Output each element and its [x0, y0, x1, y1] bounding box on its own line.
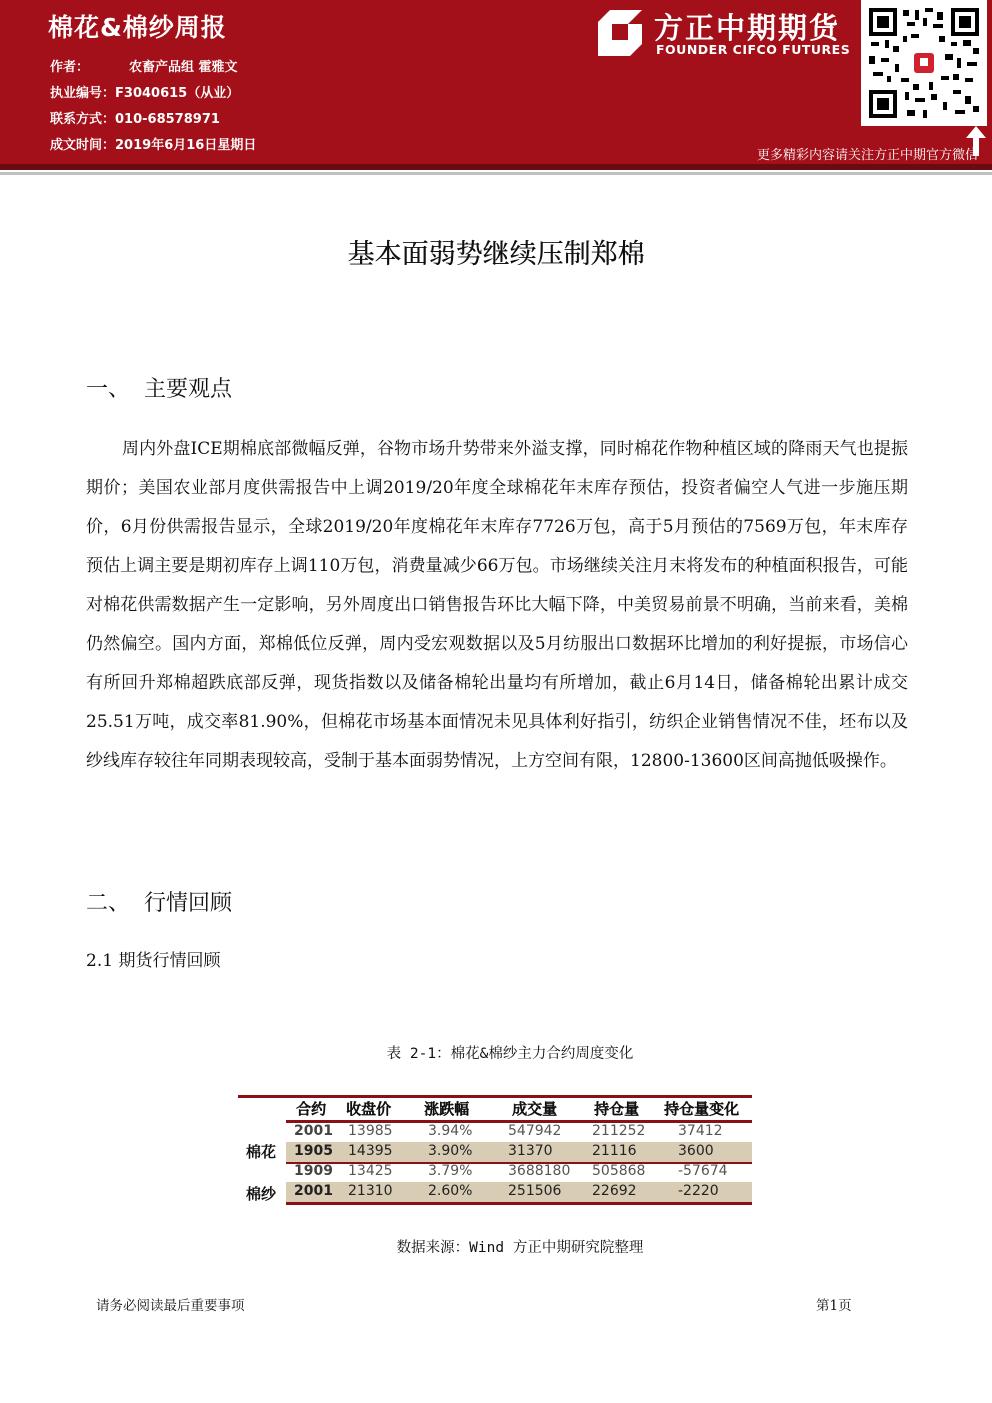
section-number: 二、	[86, 891, 131, 916]
table-cell: 3688180	[508, 1163, 571, 1179]
table-cell: 2001	[294, 1183, 333, 1199]
table-cell: 1905	[294, 1143, 333, 1159]
header-dark-strip	[0, 164, 992, 170]
logo-chinese-name: 方正中期期货	[654, 11, 841, 45]
table-cell: 505868	[592, 1163, 646, 1179]
table-cell: -57674	[678, 1163, 728, 1179]
table-cell: 1909	[294, 1163, 333, 1179]
table-header-cell: 涨跌幅	[424, 1100, 470, 1118]
table-cell: 3600	[678, 1143, 714, 1159]
table-cell: 21116	[592, 1143, 637, 1159]
table-header-row	[286, 1098, 752, 1120]
section-heading-market-review	[86, 886, 232, 917]
license-value: F3040615（从业）	[115, 86, 240, 101]
license-line	[50, 82, 239, 101]
contact-label: 联系方式：	[50, 112, 116, 127]
author-line	[50, 56, 238, 75]
table-group-label-cotton: 棉花	[246, 1143, 277, 1161]
table-cell: 21310	[348, 1183, 393, 1199]
table-header-cell: 合约	[296, 1100, 327, 1118]
table-cell: 22692	[592, 1183, 637, 1199]
logo-mark-icon	[598, 10, 642, 56]
wechat-qr-code	[861, 0, 987, 126]
table-header-cell: 持仓量	[594, 1100, 640, 1118]
table-row	[286, 1162, 752, 1184]
date-label: 成文时间：	[50, 138, 116, 153]
table-group-label-yarn: 棉纱	[246, 1185, 277, 1203]
date-line	[50, 134, 256, 153]
main-views-paragraph: 周内外盘ICE期棉底部微幅反弹，谷物市场升势带来外溢支撑，同时棉花作物种植区域的降雨天气也提振期价；美国农业部月度供需报告中上调2019/20年度全球棉花年末库存预估，投资者偏空人气进一步施压期价，6月份供需报告显示，全球2019/20年度棉花年末库存7726万包，高于5月预估的7569万包，年末库存预估上调主要是期初库存上调110万包，消费量减少66万包。市场继续关注月末将发布的种植面积报告，可能对棉花供需数据产生一定影响，另外周度出口销售报告环比大幅下降，中美贸易前景不明确，当前来看，美棉仍然偏空。国内方面，郑棉低位反弹，周内受宏观数据以及5月纺服出口数据环比增加的利好提振，市场信心有所回升郑棉超跌底部反弹，现货指数以及储备棉轮出量均有所增加，截止6月14日，储备棉轮出累计成交25.51万吨，成交率81.90%，但棉花市场基本面情况未见具体利好指引，纺织企业销售情况不佳，坯布以及纱线库存较往年同期表现较高，受制于基本面弱势情况，上方空间有限，12800-13600区间高抛低吸操作。	[86, 439, 908, 771]
table-cell: 13985	[348, 1123, 393, 1139]
author-value: 农畜产品组 霍雅文	[129, 60, 238, 75]
header-grey-rule	[0, 172, 992, 175]
follow-wechat-text: 更多精彩内容请关注方正中期官方微信	[756, 148, 978, 163]
table-cell: 31370	[508, 1143, 553, 1159]
table-cell: 251506	[508, 1183, 562, 1199]
table-cell: 2.60%	[428, 1183, 473, 1199]
footer-page-number: 第1页	[816, 1298, 852, 1314]
table-cell: 211252	[592, 1123, 646, 1139]
subsection-heading: 2.1 期货行情回顾	[86, 951, 221, 971]
table-cell: 37412	[678, 1123, 723, 1139]
document-title: 基本面弱势继续压制郑棉	[347, 239, 645, 270]
table-caption: 表 2-1：棉花&棉纱主力合约周度变化	[386, 1046, 634, 1062]
table-cell: -2220	[678, 1183, 719, 1199]
table-row	[286, 1142, 752, 1164]
table-cell: 547942	[508, 1123, 562, 1139]
section-number: 一、	[86, 377, 131, 402]
table-cell: 3.94%	[428, 1123, 473, 1139]
table-header-cell: 收盘价	[346, 1100, 392, 1118]
table-cell: 3.90%	[428, 1143, 473, 1159]
table-row	[286, 1182, 752, 1205]
report-title: 棉花&棉纱周报	[48, 13, 227, 42]
license-label: 执业编号：	[50, 86, 116, 101]
table-cell: 13425	[348, 1163, 393, 1179]
section-title: 主要观点	[144, 377, 233, 402]
date-value: 2019年6月16日星期日	[115, 138, 257, 153]
footer-notice: 请务必阅读最后重要事项	[96, 1298, 245, 1314]
section-heading-main-views	[86, 372, 232, 403]
company-logo	[598, 8, 858, 60]
table-row	[286, 1122, 752, 1144]
table-header-cell: 成交量	[512, 1100, 558, 1118]
table-cell: 2001	[294, 1123, 333, 1139]
table-header-cell: 持仓量变化	[664, 1100, 740, 1118]
logo-english-name: FOUNDER CIFCO FUTURES	[656, 42, 851, 57]
author-label: 作者：	[50, 60, 90, 75]
section-title: 行情回顾	[144, 891, 233, 916]
qr-code-icon	[867, 6, 981, 120]
contact-line	[50, 108, 220, 127]
table-source-note: 数据来源：Wind 方正中期研究院整理	[396, 1240, 644, 1256]
table-cell: 3.79%	[428, 1163, 473, 1179]
contact-value: 010-68578971	[115, 112, 220, 127]
table-cell: 14395	[348, 1143, 393, 1159]
